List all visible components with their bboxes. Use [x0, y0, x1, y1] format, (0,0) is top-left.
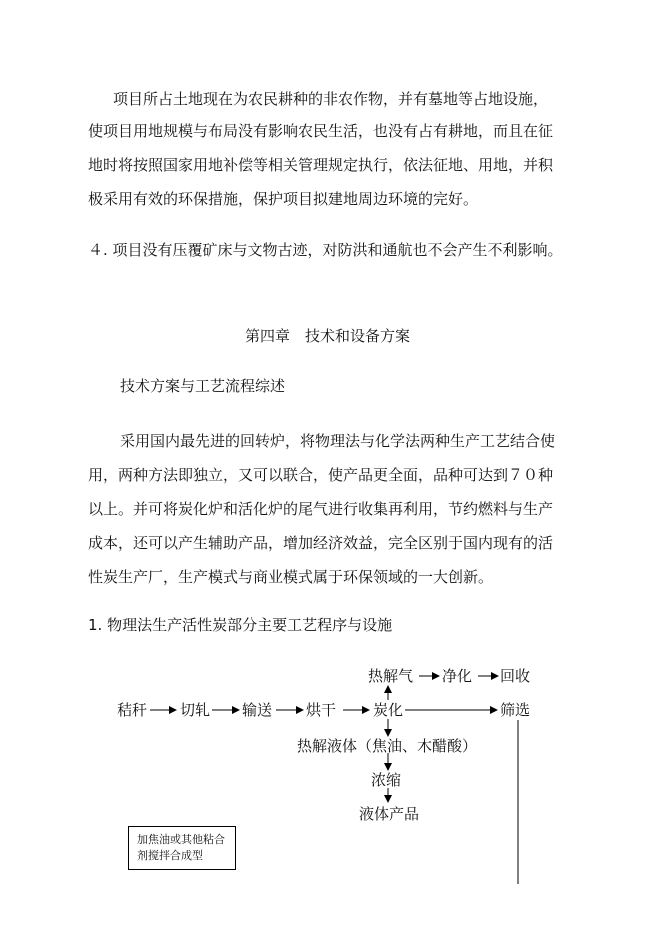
- paragraph2-line4: 成本，还可以产生辅助产品，增加经济效益，完全区别于国内现有的活: [88, 534, 554, 552]
- node-pyrolysis-liquid: 热解液体（焦油、木醋酸）: [297, 737, 478, 755]
- paragraph2-line5: 性炭生产厂，生产模式与商业模式属于环保领域的一大创新。: [88, 568, 494, 586]
- binder-note-box: [128, 826, 236, 870]
- paragraph1-line1: 项目所占土地现在为农民耕种的非农作物，并有墓地等占地设施，: [113, 90, 549, 108]
- node-transport: 输送: [242, 701, 273, 719]
- chapter-title: 第四章 技术和设备方案: [245, 327, 411, 345]
- node-pyrolysis-gas: 热解气: [368, 667, 414, 685]
- item4-text: ４. 项目没有压覆矿床与文物古迹，对防洪和通航也不会产生不利影响。: [88, 241, 563, 259]
- paragraph1-line4: 极采用有效的环保措施，保护项目拟建地周边环境的完好。: [88, 190, 479, 208]
- paragraph2-line1: 采用国内最先进的回转炉，将物理法与化学法两种生产工艺结合使: [120, 432, 556, 450]
- paragraph2-line3: 以上。并可将炭化炉和活化炉的尾气进行收集再利用，节约燃料与生产: [88, 500, 554, 518]
- paragraph1-line2: 使项目用地规模与布局没有影响农民生活，也没有占有耕地，而且在征: [88, 122, 554, 140]
- node-purify: 净化: [442, 667, 473, 685]
- node-recover: 回收: [500, 667, 531, 685]
- node-screen: 筛选: [500, 701, 531, 719]
- node-concentrate: 浓缩: [371, 771, 402, 789]
- section-title: 技术方案与工艺流程综述: [120, 377, 286, 395]
- node-dry: 烘干: [306, 701, 337, 719]
- node-liquid-product: 液体产品: [359, 805, 420, 823]
- node-carbonize: 炭化: [373, 701, 404, 719]
- node-straw: 秸秆: [117, 701, 148, 719]
- binder-note-line1: 加焦油或其他粘合: [137, 833, 225, 846]
- binder-note-line2: 剂搅拌合成型: [137, 849, 203, 862]
- paragraph2-line2: 用，两种方法即独立，又可以联合，使产品更全面，品种可达到７０种: [88, 466, 554, 484]
- paragraph1-line3: 地时将按照国家用地补偿等相关管理规定执行，依法征地、用地，并积: [88, 156, 554, 174]
- item1-text: 1. 物理法生产活性炭部分主要工艺程序与设施: [88, 616, 393, 634]
- node-cut: 切轧: [180, 701, 211, 719]
